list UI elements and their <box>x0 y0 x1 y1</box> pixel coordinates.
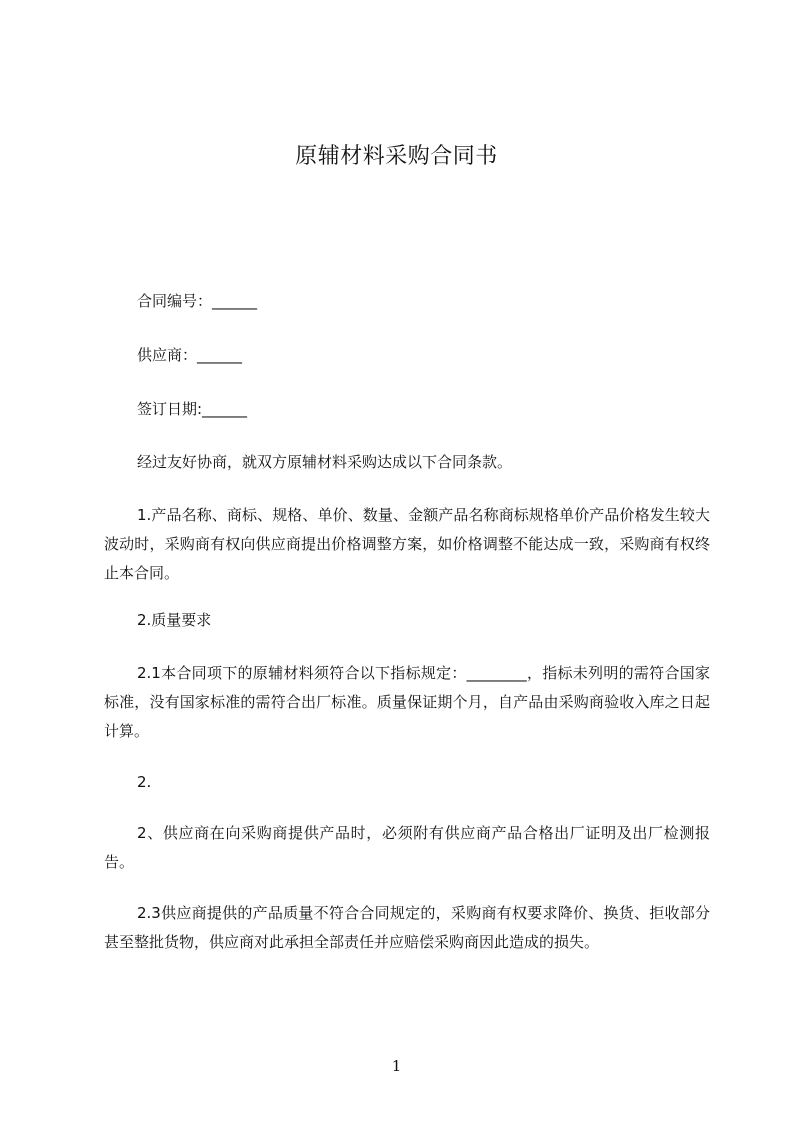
clause-2-heading: 2.质量要求 <box>137 611 212 629</box>
contract-number-field: 合同编号：______ <box>137 292 258 310</box>
intro-paragraph: 经过友好协商，就双方原辅材料采购达成以下合同条款。 <box>137 453 513 471</box>
supplier-field: 供应商：______ <box>137 346 243 364</box>
clause-2-supplier-paragraph: 2、供应商在向采购商提供产品时，必须附有供应商产品合格出厂证明及出厂检测报告。 <box>104 824 710 871</box>
sign-date-field: 签订日期:______ <box>137 400 248 418</box>
document-title: 原辅材料采购合同书 <box>295 144 498 169</box>
clause-2-2-stub: 2. <box>137 773 152 791</box>
page-number: 1 <box>391 1057 402 1075</box>
clause-2-3-paragraph: 2.3供应商提供的产品质量不符合合同规定的，采购商有权要求降价、换货、拒收部分甚至整批货物，供应商对此承担全部责任并应赔偿采购商因此造成的损失。 <box>104 904 710 951</box>
clause-2-1-paragraph: 2.1本合同项下的原辅材料须符合以下指标规定：________，指标未列明的需符合国家标准，没有国家标准的需符合出厂标准。质量保证期个月，自产品由采购商验收入库之日起计算。 <box>104 664 710 740</box>
clause-1-paragraph: 1.产品名称、商标、规格、单价、数量、金额产品名称商标规格单价产品价格发生较大波动时，采购商有权向供应商提出价格调整方案，如价格调整不能达成一致，采购商有权终止本合同。 <box>104 506 710 582</box>
